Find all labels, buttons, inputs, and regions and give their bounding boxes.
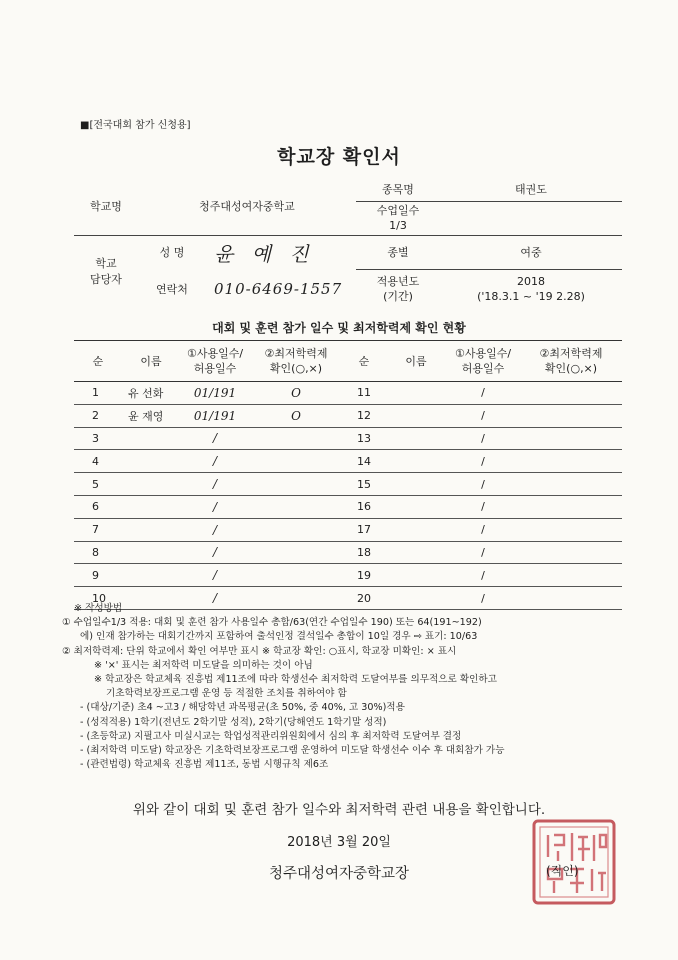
table-header-row [74,341,622,382]
principal-school: 청주대성여자중학교장 [268,866,410,882]
row-no-2: 18 [342,541,386,564]
row-no: 7 [74,518,122,541]
row-min-2 [520,450,622,473]
lesson-value: 1/3 [389,219,407,232]
seal-label: (직인) [546,864,579,878]
row-name [122,427,180,450]
row-no-2: 16 [342,495,386,518]
row-min [250,564,342,587]
row-days: / [180,450,250,473]
document-tag: ■[전국대회 참가 신청용] [80,120,191,131]
lesson-label: 수업일수 [376,204,420,217]
header-days-2col [446,341,520,382]
row-no-2: 13 [342,427,386,450]
contact-label: 연락처 [156,283,188,296]
row-days-2: / [446,404,520,427]
note-line: - (성적적용) 1학기(전년도 2학기말 성적), 2학기(당해연도 1학기말 성적) [80,716,387,728]
table-row [74,382,622,405]
row-min [250,541,342,564]
row-name-2 [386,427,446,450]
header-name: 이름 [122,341,180,382]
event-value: 태권도 [440,177,622,201]
row-name-2 [386,495,446,518]
table-row [74,473,622,496]
row-no: 5 [74,473,122,496]
row-days-2: / [446,518,520,541]
school-name: 청주대성여자중학교 [199,199,295,213]
note-line: 기초학력보장프로그램 운영 등 적절한 조치를 취하여야 함 [106,688,347,700]
header-name-2: 이름 [386,341,446,382]
row-no: 4 [74,450,122,473]
row-min [250,450,342,473]
row-min: O [250,382,342,405]
row-no: 1 [74,382,122,405]
row-no-2: 15 [342,473,386,496]
row-no-2: 11 [342,382,386,405]
row-days: / [180,427,250,450]
table-row [74,450,622,473]
row-min [250,473,342,496]
lesson-empty [440,201,622,235]
note-line: ② 최저학력제: 단위 학교에서 확인 여부만 표시 ※ 학교장 확인: ○표시, 학교장 미확인: × 표시 [62,645,457,657]
row-name [122,518,180,541]
row-days: / [180,541,250,564]
staff-label-1: 학교 [95,257,117,271]
row-min-2 [520,473,622,496]
staff-label [74,235,138,309]
year-label-2: (기간) [383,290,413,304]
staff-label-2: 담당자 [90,273,122,287]
header-min [250,341,342,382]
row-no-2: 17 [342,518,386,541]
header-min-2: 확인(○,×) [269,362,323,375]
note-line: - (관련법령) 학교체육 진흥법 제11조, 동법 시행규칙 제6조 [80,759,329,771]
row-min [250,495,342,518]
row-name [122,450,180,473]
row-name-2 [386,450,446,473]
header-days-2col-2: 허용일수 [461,362,505,375]
row-name: 윤 재영 [122,404,180,427]
row-min-2 [520,564,622,587]
row-days: / [180,473,250,496]
row-no: 3 [74,427,122,450]
event-label: 종목명 [356,177,440,201]
row-min [250,427,342,450]
gender-label: 종별 [356,235,440,269]
row-days: / [180,495,250,518]
row-no-2: 12 [342,404,386,427]
row-days: / [180,518,250,541]
document-date: 2018년 3월 20일 [287,835,391,850]
row-name-2 [386,382,446,405]
year-label [356,269,440,309]
row-days-2: / [446,495,520,518]
row-name [122,541,180,564]
row-no-2: 20 [342,587,386,610]
row-name-2 [386,473,446,496]
row-min-2 [520,495,622,518]
name-label: 성 명 [138,235,206,269]
note-line: - (최저학력 미도달) 학교장은 기초학력보장프로그램 운영하여 미도달 학생선수 이수 후 대회참가 가능 [80,745,505,757]
row-days-2: / [446,427,520,450]
row-days: 01/191 [180,404,250,427]
name-value: 윤 예 진 [206,235,356,269]
row-no: 10 [74,587,122,610]
info-table [74,177,622,309]
header-days [180,341,250,382]
table-row [74,404,622,427]
school-label: 학교명 [90,199,122,213]
row-min-2 [520,404,622,427]
gender-value: 여중 [440,235,622,269]
row-name: 유 선화 [122,382,180,405]
year-value: 2018 [517,275,545,289]
row-no: 8 [74,541,122,564]
row-days: 01/191 [180,382,250,405]
row-days-2: / [446,382,520,405]
row-days: / [180,587,250,610]
row-days-2: / [446,587,520,610]
table-body [74,382,622,610]
table-subtitle: 대회 및 훈련 참가 일수 및 최저학력제 확인 현황 [212,321,466,335]
header-min-2col-2: 확인(○,×) [544,362,598,375]
row-min: O [250,404,342,427]
row-days-2: / [446,450,520,473]
note-line: ※ '×' 표시는 최저학력 미도달을 의미하는 것이 아님 [94,659,313,671]
lesson-cell [356,201,440,235]
header-days-2col-1: ①사용일수/ [454,347,512,360]
header-min-2col [520,341,622,382]
header-no: 순 [74,341,122,382]
note-line: ※ 작성방법 [74,603,123,614]
table-row [74,518,622,541]
header-min-2col-1: ②최저학력제 [539,347,603,360]
row-days-2: / [446,564,520,587]
row-name-2 [386,564,446,587]
row-name-2 [386,404,446,427]
year-cell [440,269,622,309]
row-name-2 [386,518,446,541]
table-row [74,495,622,518]
table-row [74,427,622,450]
row-name [122,495,180,518]
header-days-1: ①사용일수/ [186,347,244,360]
contact-value: 010-6469-1557 [214,280,343,298]
row-min-2 [520,382,622,405]
confirmation-statement: 위와 같이 대회 및 훈련 참가 일수와 최저학력 관련 내용을 확인합니다. [132,802,546,818]
row-min-2 [520,541,622,564]
row-name [122,564,180,587]
row-days-2: / [446,473,520,496]
note-line: 에) 인재 참가하는 대회기간까지 포함하여 출석인정 결석일수 총합이 10일 경우 ⇨ 표기: 10/63 [80,631,478,643]
year-label-1: 적용년도 [376,275,420,289]
row-min [250,518,342,541]
period-value: ('18.3.1 ~ '19 2.28) [477,290,585,304]
row-no-2: 14 [342,450,386,473]
note-line: - (대상/기준) 초4 ~고3 / 해당학년 과목평균(초 50%, 중 40%, 고 30%)적용 [80,702,405,714]
header-no-2: 순 [342,341,386,382]
row-name [122,473,180,496]
row-days-2: / [446,541,520,564]
note-line: - (초등학교) 지필고사 미실시교는 학업성적관리위원회에서 심의 후 최저학력 도달여부 결정 [80,730,462,742]
row-no: 2 [74,404,122,427]
row-days: / [180,564,250,587]
row-no: 6 [74,495,122,518]
row-no: 9 [74,564,122,587]
note-line: ※ 학교장은 학교체육 진흥법 제11조에 따라 학생선수 최저학력 도달여부를 의무적으로 확인하고 [94,674,497,686]
header-days-2: 허용일수 [193,362,237,375]
participant-table [74,340,622,610]
row-name-2 [386,541,446,564]
row-min-2 [520,427,622,450]
writing-notes [62,602,622,772]
row-no-2: 19 [342,564,386,587]
table-row [74,541,622,564]
document-title: 학교장 확인서 [277,146,401,168]
row-min-2 [520,518,622,541]
table-row [74,564,622,587]
note-line: ① 수업일수1/3 적용: 대회 및 훈련 참가 사용일수 총합/63(연간 수업일수 190) 또는 64(191~192) [62,617,482,629]
header-min-1: ②최저학력제 [264,347,328,360]
